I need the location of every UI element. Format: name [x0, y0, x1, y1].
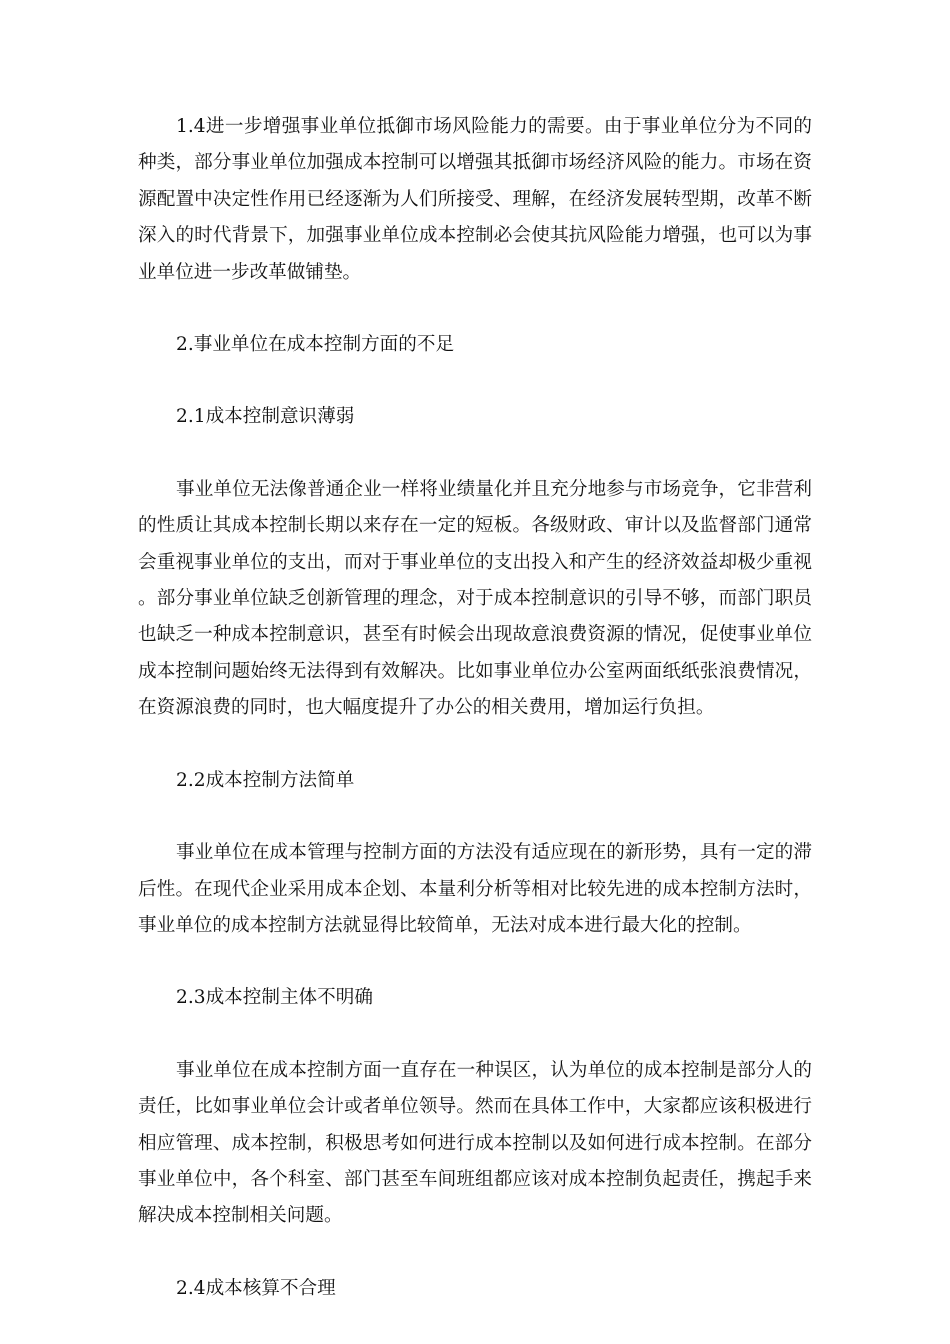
paragraph-gap — [138, 944, 812, 980]
subsection-heading-2-3: 2.3成本控制主体不明确 — [176, 987, 373, 1009]
paragraph-1-4: 1.4进一步增强事业单位抵御市场风险能力的需要。由于事业单位分为不同的种类，部分事业单位加强成本控制可以增强其抵御市场经济风险的能力。市场在资源配置中决定性作用已经逐渐为人们所接受、理解，在经济发展转型期，改革不断深入的时代背景下，加强事业单位成本控制必会使其抗风险能力增强，也可以为事业单位进一步改革做铺垫。 — [138, 116, 812, 283]
subsection-heading-2-2: 2.2成本控制方法简单 — [176, 769, 355, 791]
paragraph-gap — [138, 799, 812, 835]
paragraph-gap — [138, 1017, 812, 1053]
paragraph-2-1: 事业单位无法像普通企业一样将业绩量化并且充分地参与市场竞争，它非营利的性质让其成本控制长期以来存在一定的短板。各级财政、审计以及监督部门通常会重视事业单位的支出，而对于事业单位的支出投入和产生的经济效益却极少重视。部分事业单位缺乏创新管理的理念，对于成本控制意识的引导不够，而部门职员也缺乏一种成本控制意识，甚至有时候会出现故意浪费资源的情况，促使事业单位成本控制问题始终无法得到有效解决。比如事业单位办公室两面纸纸张浪费情况，在资源浪费的同时，也大幅度提升了办公的相关费用，增加运行负担。 — [138, 478, 812, 719]
paragraph-2-2: 事业单位在成本管理与控制方面的方法没有适应现在的新形势，具有一定的滞后性。在现代企业采用成本企划、本量利分析等相对比较先进的成本控制方法时，事业单位的成本控制方法就显得比较简单，无法对成本进行最大化的控制。 — [138, 842, 812, 936]
section-heading-2: 2.事业单位在成本控制方面的不足 — [176, 334, 455, 356]
paragraph-2-3: 事业单位在成本控制方面一直存在一种误区，认为单位的成本控制是部分人的责任，比如事业单位会计或者单位领导。然而在具体工作中，大家都应该积极进行相应管理、成本控制，积极思考如何进行成本控制以及如何进行成本控制。在部分事业单位中，各个科室、部门甚至车间班组都应该对成本控制负起责任，携起手来解决成本控制相关问题。 — [138, 1059, 812, 1227]
subsection-heading-2-4: 2.4成本核算不合理 — [176, 1277, 336, 1299]
paragraph-gap — [138, 363, 812, 399]
paragraph-gap — [138, 436, 812, 472]
paragraph-gap — [138, 1235, 812, 1271]
document-body — [138, 109, 812, 1307]
paragraph-gap — [138, 727, 812, 763]
subsection-heading-2-1: 2.1成本控制意识薄弱 — [176, 406, 355, 428]
paragraph-gap — [138, 291, 812, 327]
